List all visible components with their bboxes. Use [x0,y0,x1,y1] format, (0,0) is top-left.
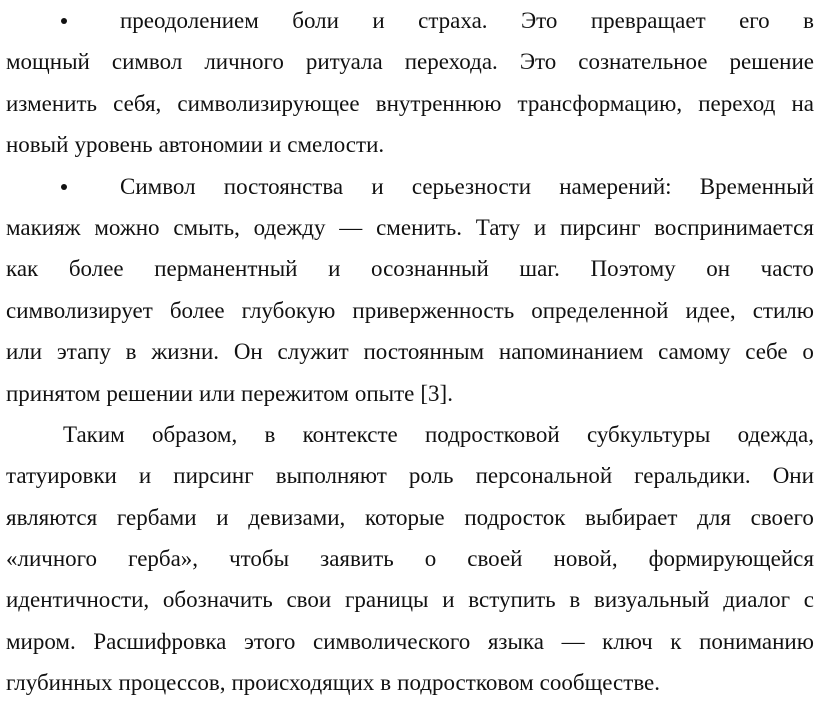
word: идентичности, [6,587,150,613]
word: глубокую [241,297,336,323]
word: пережитом [241,380,349,406]
word: приверженность [352,297,515,323]
text-line [6,662,814,703]
paragraph-2 [6,166,814,414]
word: постоянным [363,339,485,365]
word: образом, [151,421,238,447]
word: пониманию [699,628,814,654]
word: границы [344,587,429,613]
text-line [6,207,814,248]
word: его [739,8,770,33]
word: личного [204,49,284,75]
word: Таким [63,421,125,447]
word: новой, [553,546,618,572]
word: Тату [475,214,521,240]
word: и [533,214,547,240]
text-line [6,331,814,372]
word: своей [467,546,523,572]
word: «личного [6,546,98,572]
word: о [802,339,814,365]
word: превращает [590,8,706,33]
word: процессов, [118,670,226,696]
word: — [339,214,363,240]
text-line [6,166,814,207]
word: и [442,587,455,613]
text-line [6,124,814,165]
text-line [6,579,814,620]
word: шаг. [519,256,560,282]
word: воспринимается [654,214,814,240]
text-line [6,455,814,496]
word: смелости. [287,132,385,158]
text-line [6,414,814,455]
word: одежда, [737,421,814,447]
word: этого [243,628,296,654]
bullet-icon [6,166,120,207]
word: вступить [468,587,556,613]
word: сознательное [578,49,708,75]
word: стилю [752,297,814,323]
word: трансформацию, [517,90,683,116]
word: и [268,132,282,158]
word: макияж [6,214,81,240]
word: герба», [128,546,199,572]
text-line [6,373,814,414]
word: изменить [6,90,97,116]
word: диалог [723,587,791,613]
word: Поэтому [590,256,676,282]
word: языка [487,628,544,654]
word: Символ [120,173,196,199]
word: символизирует [6,297,153,323]
word: свои [286,587,332,613]
word: этапу [56,339,111,365]
word: часто [760,256,814,282]
word: в [803,8,814,33]
text-line [6,0,814,41]
word: своего [750,504,814,530]
word: Он [233,339,263,365]
word: более [68,256,124,282]
word: являются [6,504,98,530]
word: сменить. [376,214,462,240]
word: самому [658,339,731,365]
word: серьезности [411,173,532,199]
word: — [561,628,585,654]
word: с [803,587,814,613]
word: подростковом [397,670,534,696]
word: внутреннюю [375,90,502,116]
word: символизирующее [177,90,360,116]
word: миром. [6,628,76,654]
word: пирсинг [560,214,641,240]
word: выбирает [585,504,678,530]
text-line [6,538,814,579]
word: глубинных [6,670,113,696]
word: подросток [464,504,566,530]
word: геральдики. [634,463,751,489]
word: преодолением [120,8,259,33]
word: ритуала [305,49,383,75]
word: в [569,587,581,613]
word: автономии [158,132,263,158]
word: в [125,339,137,365]
word: и [328,256,341,282]
word: сообществе. [539,670,661,696]
word: как [6,256,39,282]
word: более [169,297,225,323]
word: чтобы [229,546,290,572]
word: визуальный [594,587,710,613]
text-line [6,248,814,289]
word: можно [94,214,160,240]
bullet-text [120,166,814,207]
word: на [791,90,814,116]
word: новый [6,132,69,158]
word: и [371,173,384,199]
word: символ [111,49,183,75]
word: выполняют [275,463,387,489]
word: напоминанием [498,339,644,365]
word: боли [292,8,339,33]
word: в [264,421,276,447]
document-page [6,0,814,704]
bullet-icon [6,0,120,41]
word: обозначить [162,587,273,613]
word: субкультуры [586,421,711,447]
text-line [6,83,814,124]
word: заявить [320,546,394,572]
word: уровень [74,132,153,158]
text-line [6,290,814,331]
word: страха. [418,8,488,33]
word: мощный [6,49,90,75]
word: себе [745,339,788,365]
word: Это [519,49,557,75]
word: осознанный [371,256,489,282]
word: к [670,628,682,654]
word: переход [698,90,776,116]
word: девизами, [248,504,346,530]
paragraph-3 [6,414,814,704]
word: постоянства [223,173,344,199]
word: опыте [354,380,415,406]
word: [3]. [420,380,453,406]
word: и [216,504,229,530]
paragraph-1 [6,0,814,166]
word: Временный [699,173,814,199]
word: идее, [685,297,736,323]
word: Расшифровка [93,628,227,654]
word: перманентный [154,256,298,282]
word: определенной [531,297,669,323]
word: пирсинг [173,463,254,489]
word: одежду [253,214,326,240]
text-line [6,41,814,82]
word: или [198,380,236,406]
text-line [6,497,814,538]
word: намерений: [559,173,672,199]
word: роль [408,463,454,489]
word: Это [520,8,558,33]
word: персональной [475,463,613,489]
word: гербами [116,504,197,530]
word: перехода. [404,49,498,75]
word: символического [313,628,471,654]
bullet-text [120,0,814,41]
word: служит [277,339,349,365]
word: для [697,504,731,530]
word: контексте [302,421,398,447]
word: Они [772,463,814,489]
word: и [372,8,385,33]
text-line [6,621,814,662]
word: которые [365,504,445,530]
word: формирующейся [648,546,814,572]
word: татуировки [6,463,117,489]
word: в [380,670,392,696]
word: подростковой [425,421,560,447]
word: решении [106,380,193,406]
word: происходящих [231,670,375,696]
word: себя, [113,90,162,116]
word: смыть, [173,214,240,240]
word: жизни. [151,339,219,365]
word: ключ [602,628,653,654]
word: или [6,339,43,365]
word: и [138,463,152,489]
word: о [424,546,437,572]
word: решение [729,49,814,75]
word: принятом [6,380,101,406]
word: он [706,256,731,282]
